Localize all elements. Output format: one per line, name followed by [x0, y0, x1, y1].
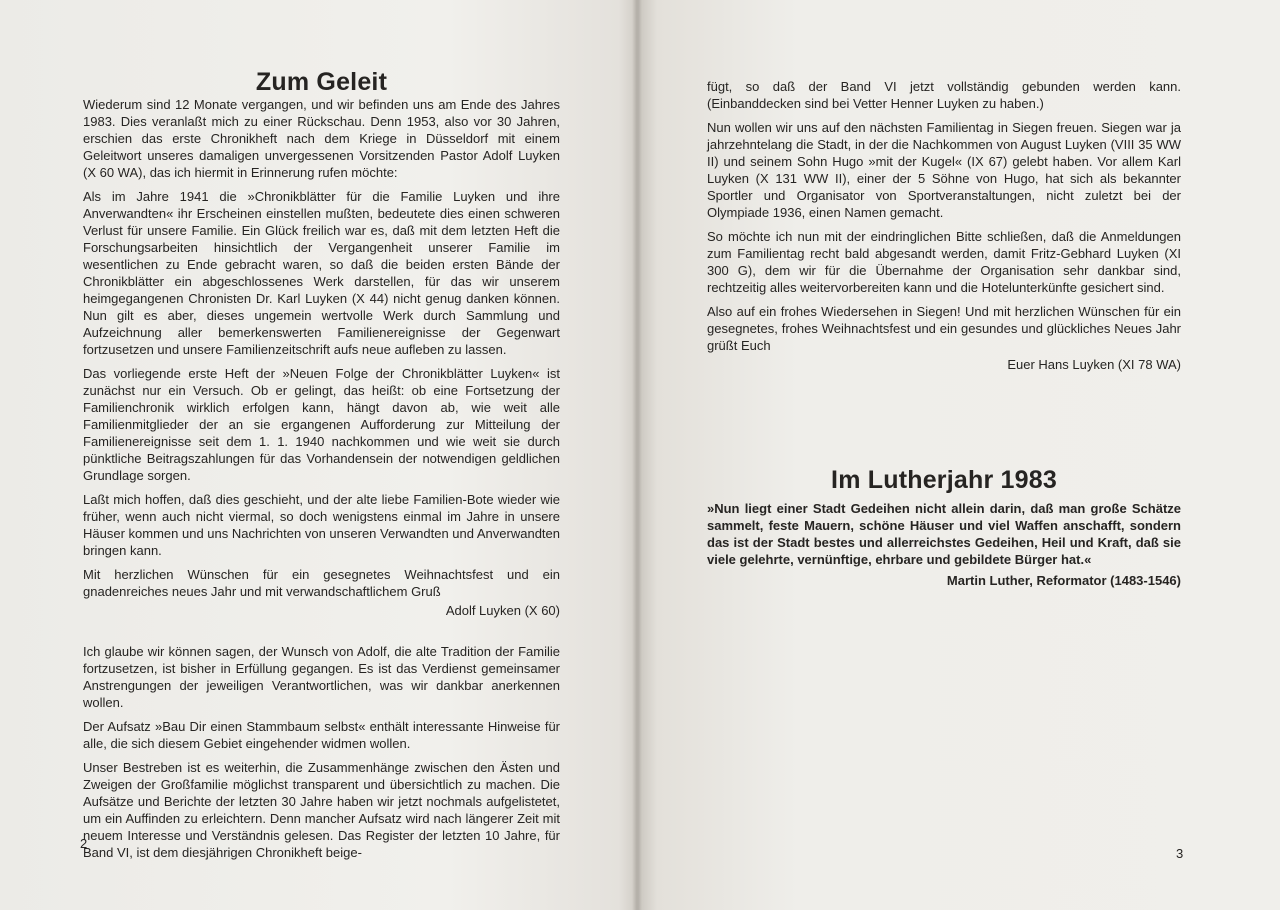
page-number: 2: [80, 836, 88, 851]
right-text-column: [707, 78, 1181, 380]
paragraph: Also auf ein frohes Wiedersehen in Siegen! Und mit herzlichen Wünschen für ein gesegnetes, frohes Weihnachtsfest und ein gesundes und glückliches Neues Jahr grüßt Euch: [707, 304, 1181, 353]
luther-quote: »Nun liegt einer Stadt Gedeihen nicht allein darin, daß man große Schätze sammelt, feste Mauern, schöne Häuser und viel Waffen anschafft, sondern das ist der Stadt bestes und allerreichstes Gedeihen, Heil und Kraft, daß sie viele gelehrte, vernünftige, ehrbare und gebildete Bürger hat.«: [707, 501, 1181, 567]
paragraph: Ich glaube wir können sagen, der Wunsch von Adolf, die alte Tradition der Familie fortzusetzen, ist bisher in Erfüllung gegangen. Es ist das Verdienst gemeinsamer Anstrengungen der jeweiligen Verantwortlichen, was wir dankbar anerkennen wollen.: [83, 644, 560, 710]
paragraph: Das vorliegende erste Heft der »Neuen Folge der Chronikblätter Luyken« ist zunächst nur ein Versuch. Ob er gelingt, das heißt: ob eine Fortsetzung der Familienchronik wirklich erfolgen kann, hängt davon ab, wie weit alle Familienmitglieder der an sie ergangenen Aufforderung zur Mitteilung der Familienereignisse seit dem 1. 1. 1940 nachkommen und wie weit sie durch pünktliche Beitragszahlungen für das Vorhandensein der notwendigen geldlichen Grundlage sorgen.: [83, 366, 560, 483]
paragraph: fügt, so daß der Band VI jetzt vollständig gebunden werden kann. (Einbanddecken sind bei Vetter Henner Luyken zu haben.): [707, 79, 1181, 111]
book-gutter: [632, 0, 642, 910]
paragraph: Als im Jahre 1941 die »Chronikblätter für die Familie Luyken und ihre Anverwandten« ihr Erscheinen einstellen mußten, bedeutete dies einen schweren Verlust für unsere Familie. Ein Glück freilich war es, daß mit dem letzten Heft die Forschungsarbeiten hinsichtlich der Vergangenheit unserer Familie im wesentlichen zu Ende gebracht waren, so daß die beiden ersten Bände der Chronikblätter ein abgeschlossenes Werk darstellen, für das wir unserem heimgegangenen Chronisten Dr. Karl Luyken (X 44) nicht genug danken können. Nun gilt es aber, dieses ungemein wertvolle Werk durch Sammlung und Aufzeichnung aller bemerkenswerten Familienereignisse der Gegenwart fortzusetzen und unsere Familienzeitschrift aufs neue aufleben zu lassen.: [83, 189, 560, 357]
paragraph: Der Aufsatz »Bau Dir einen Stammbaum selbst« enthält interessante Hinweise für alle, die sich diesem Gebiet eingehender widmen wollen.: [83, 719, 560, 751]
quote-author: Martin Luther, Reformator (1483-1546): [946, 573, 1181, 588]
luther-section: [707, 466, 1181, 589]
signature: Adolf Luyken (X 60): [445, 603, 560, 618]
paragraph: Unser Bestreben ist es weiterhin, die Zusammenhänge zwischen den Ästen und Zweigen der Großfamilie möglichst transparent und übersichtlich zu machen. Die Aufsätze und Berichte der letzten 30 Jahre haben wir jetzt nochmals aufgelistetet, um ein Auffinden zu erleichtern. Denn mancher Aufsatz wird nach längerer Zeit mit neuem Interesse und Verständnis gelesen. Das Register der letzten 10 Jahre, für Band VI, ist dem diesjährigen Chronikheft beige-: [83, 760, 560, 860]
paragraph: So möchte ich nun mit der eindringlichen Bitte schließen, daß die Anmeldungen zum Familientag recht bald abgesandt werden, damit Fritz-Gebhard Luyken (XI 300 G), dem wir für die Übernahme der Organisation sehr dankbar sind, rechtzeitig alles weitervorbereiten kann und die Hotelunterkünfte gesichert sind.: [707, 229, 1181, 295]
left-text-column: [83, 68, 560, 868]
page-number: 3: [1176, 846, 1184, 861]
paragraph: Nun wollen wir uns auf den nächsten Familientag in Siegen freuen. Siegen war ja jahrzehntelang die Stadt, in der die Nachkommen von August Luyken (VIII 35 WW II) und seinem Sohn Hugo »mit der Kugel« (IX 67) gelebt haben. Vor allem Karl Luyken (X 131 WW II), einer der 5 Söhne von Hugo, hat sich als bekannter Sportler und Organisator von Sportveranstaltungen, nicht zuletzt bei der Olympiade 1936, einen Namen gemacht.: [707, 120, 1181, 220]
section-title: Im Lutherjahr 1983: [831, 466, 1057, 494]
signature: Euer Hans Luyken (XI 78 WA): [1007, 357, 1181, 372]
paragraph: Mit herzlichen Wünschen für ein gesegnetes Weihnachtsfest und ein gnadenreiches neues Jahr und mit verwandschaftlichem Gruß: [83, 567, 560, 599]
paragraph: Wiederum sind 12 Monate vergangen, und wir befinden uns am Ende des Jahres 1983. Dies veranlaßt mich zu einer Rückschau. Denn 1953, also vor 30 Jahren, erschien das erste Chronikheft nach dem Kriege in Düsseldorf mit einem Geleitwort unseres damaligen unvergessenen Vorsitzenden Pastor Adolf Luyken (X 60 WA), das ich hiermit in Erinnerung rufen möchte:: [83, 97, 560, 180]
page-title: Zum Geleit: [255, 68, 388, 96]
left-page: [0, 0, 638, 910]
paragraph: Laßt mich hoffen, daß dies geschieht, und der alte liebe Familien-Bote wieder wie früher, wenn auch nicht viermal, so doch wenigstens einmal im Jahre in unsere Häuser kommen und uns Nachrichten von unseren Verwandten und Anverwandten bringen kann.: [83, 492, 560, 558]
